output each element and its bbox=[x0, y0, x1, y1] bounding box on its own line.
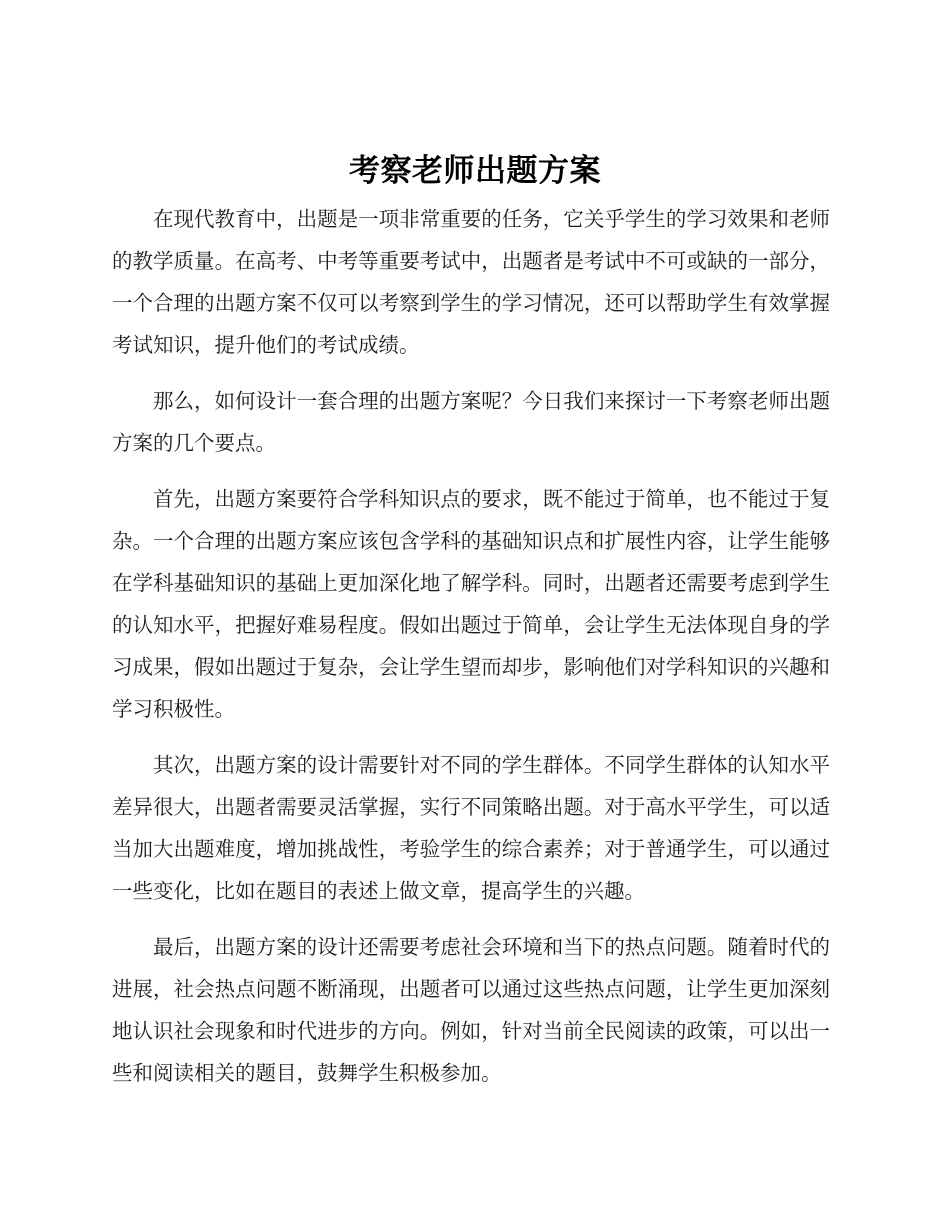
paragraph-second-point: 其次，出题方案的设计需要针对不同的学生群体。不同学生群体的认知水平差异很大，出题者需要灵活掌握，实行不同策略出题。对于高水平学生，可以适当加大出题难度，增加挑战性，考验学生的综合素养；对于普通学生，可以通过一些变化，比如在题目的表述上做文章，提高学生的兴趣。 bbox=[112, 753, 830, 903]
paragraph-first-point: 首先，出题方案要符合学科知识点的要求，既不能过于简单，也不能过于复杂。一个合理的出题方案应该包含学科的基础知识点和扩展性内容，让学生能够在学科基础知识的基础上更加深化地了解学科。同时，出题者还需要考虑到学生的认知水平，把握好难易程度。假如出题过于简单，会让学生无法体现自身的学习成果，假如出题过于复杂，会让学生望而却步，影响他们对学科知识的兴趣和学习积极性。 bbox=[112, 487, 830, 721]
document-title: 考察老师出题方案 bbox=[349, 153, 601, 189]
paragraph-last-point: 最后，出题方案的设计还需要考虑社会环境和当下的热点问题。随着时代的进展，社会热点问题不断涌现，出题者可以通过这些热点问题，让学生更加深刻地认识社会现象和时代进步的方向。例如，针对当前全民阅读的政策，可以出一些和阅读相关的题目，鼓舞学生积极参加。 bbox=[112, 935, 830, 1085]
document-body bbox=[112, 198, 830, 1108]
paragraph-intro: 在现代教育中，出题是一项非常重要的任务，它关乎学生的学习效果和老师的教学质量。在高考、中考等重要考试中，出题者是考试中不可或缺的一部分，一个合理的出题方案不仅可以考察到学生的学习情况，还可以帮助学生有效掌握考试知识，提升他们的考试成绩。 bbox=[112, 207, 830, 357]
paragraph-question: 那么，如何设计一套合理的出题方案呢？今日我们来探讨一下考察老师出题方案的几个要点。 bbox=[112, 389, 830, 455]
